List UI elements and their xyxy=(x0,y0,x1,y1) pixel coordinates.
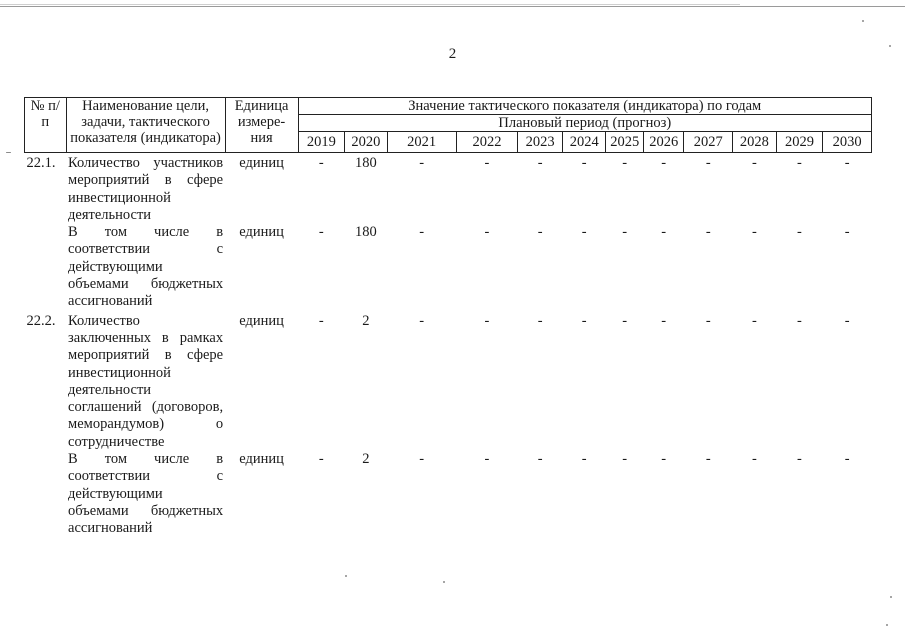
value-cell: - xyxy=(705,155,711,171)
value-cell: - xyxy=(797,451,802,468)
indicator-name: В том числе в соответствии с действующими объемами бюджетных ассигнований xyxy=(68,224,224,310)
unit-cell: единиц xyxy=(239,224,284,241)
header-year: 2027 xyxy=(684,132,733,153)
top-border-line xyxy=(0,6,905,7)
header-year: 2023 xyxy=(518,132,563,153)
header-year: 2028 xyxy=(733,132,777,153)
value-cell: - xyxy=(751,451,757,468)
header-year: 2019 xyxy=(298,132,345,153)
value-cell: - xyxy=(751,155,757,171)
scan-edge-line xyxy=(0,4,740,5)
value-cell: - xyxy=(751,224,757,241)
value-cell: - xyxy=(622,155,628,171)
indicator-name: Количество заключенных в рамках мероприятий в сфере инвестиционной деятельности соглашений (договоров, меморандумов) о сотрудничестве xyxy=(68,312,224,450)
table-row xyxy=(25,311,872,451)
table-row xyxy=(25,224,872,310)
scan-speck xyxy=(345,575,347,577)
value-cell: - xyxy=(537,451,543,468)
page-number: 2 xyxy=(448,46,457,62)
value-cell: - xyxy=(661,224,667,241)
table-row xyxy=(25,451,872,537)
value-cell: - xyxy=(581,312,587,329)
value-cell: - xyxy=(419,451,425,468)
header-year: 2030 xyxy=(823,132,872,153)
row-number: 22.1. xyxy=(26,155,56,171)
scan-speck xyxy=(890,596,892,598)
value-cell: - xyxy=(661,451,667,468)
value-cell: - xyxy=(318,155,324,171)
value-cell: - xyxy=(484,224,490,241)
value-cell: - xyxy=(751,312,757,329)
value-cell: 180 xyxy=(355,224,377,241)
value-cell: - xyxy=(844,155,850,171)
indicator-name: В том числе в соответствии с действующими объемами бюджетных ассигнований xyxy=(68,451,224,537)
value-cell: - xyxy=(622,312,628,329)
table-row xyxy=(25,153,872,225)
value-cell: - xyxy=(661,155,667,171)
value-cell: - xyxy=(797,155,802,171)
value-cell: - xyxy=(797,312,802,329)
value-cell: - xyxy=(622,451,628,468)
value-cell: 2 xyxy=(362,451,370,468)
scan-speck xyxy=(886,624,888,626)
value-cell: - xyxy=(705,224,711,241)
header-year: 2029 xyxy=(776,132,823,153)
value-cell: - xyxy=(844,312,850,329)
value-cell: - xyxy=(581,155,587,171)
value-cell: - xyxy=(419,155,425,171)
value-cell: - xyxy=(797,224,802,241)
header-unit: Единица измере-ния xyxy=(225,98,298,153)
value-cell: 180 xyxy=(355,155,377,171)
header-year: 2025 xyxy=(606,132,643,153)
value-cell: - xyxy=(661,312,667,329)
header-year: 2026 xyxy=(643,132,684,153)
row-number: 22.2. xyxy=(26,312,56,329)
value-cell: - xyxy=(419,224,425,241)
header-year: 2021 xyxy=(387,132,456,153)
value-cell: - xyxy=(484,155,490,171)
header-number: № п/п xyxy=(25,98,67,153)
value-cell: - xyxy=(484,451,490,468)
value-cell: - xyxy=(537,224,543,241)
value-cell: - xyxy=(581,451,587,468)
value-cell: - xyxy=(705,312,711,329)
value-cell: - xyxy=(581,224,587,241)
value-cell: - xyxy=(844,451,850,468)
value-cell: 2 xyxy=(362,312,370,329)
unit-cell: единиц xyxy=(239,155,284,171)
value-cell: - xyxy=(318,224,324,241)
header-plan-period: Плановый период (прогноз) xyxy=(298,115,871,132)
value-cell: - xyxy=(622,224,628,241)
header-values-group: Значение тактического показателя (индикатора) по годам xyxy=(298,98,871,115)
value-cell: - xyxy=(484,312,490,329)
value-cell: - xyxy=(537,155,543,171)
header-year: 2020 xyxy=(345,132,388,153)
value-cell: - xyxy=(318,451,324,468)
value-cell: - xyxy=(419,312,425,329)
header-year: 2024 xyxy=(562,132,606,153)
scan-speck xyxy=(862,20,864,22)
value-cell: - xyxy=(844,224,850,241)
row-number xyxy=(25,224,67,310)
header-year: 2022 xyxy=(456,132,518,153)
unit-cell: единиц xyxy=(239,451,284,468)
row-number xyxy=(25,451,67,537)
scan-speck xyxy=(6,152,11,153)
indicator-name: Количество участников мероприятий в сфере инвестиционной деятельности xyxy=(68,155,224,223)
unit-cell: единиц xyxy=(239,312,284,329)
scan-speck xyxy=(443,581,445,583)
value-cell: - xyxy=(537,312,543,329)
indicator-table xyxy=(24,97,872,538)
value-cell: - xyxy=(318,312,324,329)
header-name: Наименование цели, задачи, тактического показателя (индикатора) xyxy=(66,98,225,153)
value-cell: - xyxy=(705,451,711,468)
